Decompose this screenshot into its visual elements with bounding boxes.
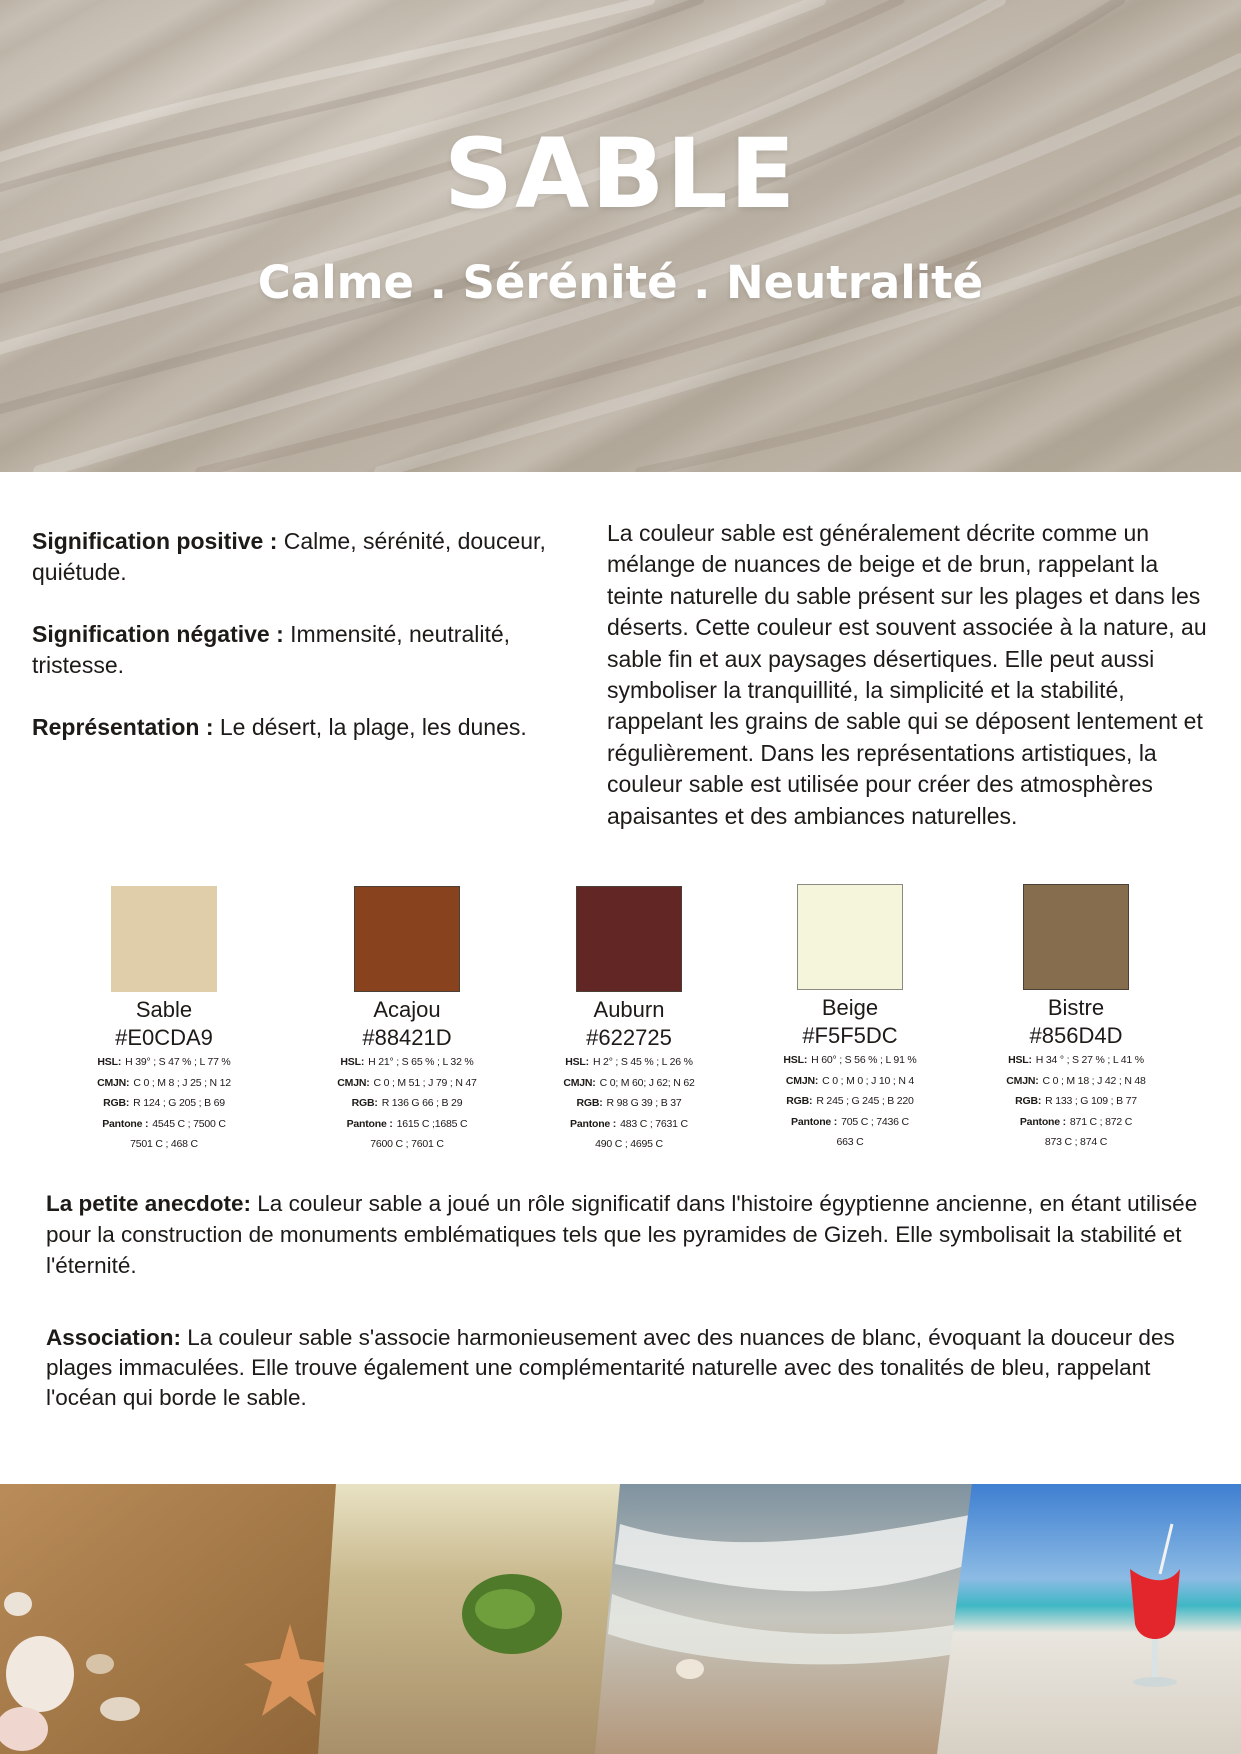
swatch-hsl [976, 1050, 1176, 1071]
rgb-value: R 133 ; G 109 ; B 77 [1045, 1095, 1137, 1107]
swatch-cmjn [64, 1073, 264, 1094]
photo-strip [0, 1484, 1241, 1754]
waves-photo [595, 1484, 975, 1754]
hsl-label: HSL: [565, 1056, 589, 1068]
swatch-beige [750, 884, 950, 1153]
pantone-value: 871 C ; 872 C [1069, 1115, 1133, 1128]
swatch-hex: #88421D [362, 1025, 452, 1050]
hsl-value: H 60° ; S 56 % ; L 91 % [811, 1054, 917, 1066]
swatch-cmjn [307, 1073, 507, 1094]
swatch-sable [64, 886, 264, 1155]
pantone-value: 483 C ; 7631 C [620, 1117, 688, 1130]
swatch-name: Acajou [373, 997, 441, 1022]
cmjn-label: CMJN: [785, 1074, 819, 1087]
color-description: La couleur sable est généralement décrite comme un mélange de nuances de beige et de brun, rappelant la teinte naturelle du sable présent sur les plages et dans les déserts. Cette couleur est souvent associée à la nature, au sable fin et aux paysages désertiques. Elle peut aussi symboliser la tranquillité, la simplicité et la stabilité, rappelant les grains de sable qui se déposent lentement et régulièrement. Dans les représentations artistiques, la couleur sable est utilisée pour créer des atmosphères apaisantes et des ambiances naturelles. [607, 520, 1207, 829]
swatch-row [0, 886, 1241, 1166]
swatch-rgb [307, 1093, 507, 1114]
hero-banner [0, 0, 1241, 472]
cmjn-label: CMJN: [337, 1076, 370, 1089]
swatch-rgb [976, 1091, 1176, 1112]
swatch-hsl [750, 1050, 950, 1071]
color-swatch [354, 886, 460, 992]
swatch-name: Beige [821, 995, 879, 1020]
swatch-rgb [750, 1091, 950, 1112]
swatch-cmjn [529, 1073, 729, 1094]
color-swatch [1023, 884, 1129, 990]
swatch-hex: #E0CDA9 [115, 1025, 213, 1050]
rgb-label: RGB: [786, 1095, 813, 1107]
swatch-rgb [529, 1093, 729, 1114]
swatch-hex: #856D4D [1029, 1023, 1123, 1048]
swatch-pantone-2: 873 C ; 874 C [1044, 1136, 1108, 1148]
swatch-hsl [64, 1052, 264, 1073]
hsl-value: H 21° ; S 65 % ; L 32 % [368, 1056, 474, 1068]
pantone-label: Pantone : [570, 1117, 617, 1130]
swatch-hsl [307, 1052, 507, 1073]
positive-meaning [32, 526, 592, 588]
association-paragraph [46, 1323, 1226, 1413]
pantone-value: 4545 C ; 7500 C [152, 1117, 226, 1130]
swatch-bistre [976, 884, 1176, 1153]
association-text: La couleur sable s'associe harmonieusement avec des nuances de blanc, évoquant la douceur des plages immaculées. Elle trouve également une complémentarité naturelle avec des tonalités de bleu, rappelant l'océan qui borde le sable. [46, 1325, 1175, 1410]
color-swatch [576, 886, 682, 992]
cmjn-value: C 0 ; M 51 ; J 79 ; N 47 [373, 1076, 477, 1089]
representation-label: Représentation : [32, 714, 214, 740]
swatch-hex: #622725 [586, 1025, 672, 1050]
swatch-pantone [64, 1114, 264, 1135]
rgb-label: RGB: [103, 1097, 130, 1109]
meanings-section [32, 526, 592, 774]
pantone-value: 705 C ; 7436 C [841, 1115, 909, 1128]
rgb-value: R 245 ; G 245 ; B 220 [816, 1095, 914, 1107]
page-title: SABLE [443, 118, 798, 230]
swatch-cmjn [750, 1071, 950, 1092]
positive-meaning-text: Calme, sérénité, douceur, quiétude. [32, 528, 546, 585]
swatch-pantone-2: 7501 C ; 468 C [130, 1138, 198, 1150]
representation [32, 712, 592, 743]
negative-meaning-text: Immensité, neutralité, tristesse. [32, 621, 511, 678]
swatch-pantone [529, 1114, 729, 1135]
swatch-pantone [307, 1114, 507, 1135]
anecdote-text: La couleur sable a joué un rôle significatif dans l'histoire égyptienne ancienne, en étant utilisée pour la construction de monuments emblématiques tels que les pyramides de Gizeh. Elle symbolisait la stabilité et l'éternité. [46, 1191, 1198, 1278]
swatch-pantone-2: 490 C ; 4695 C [595, 1138, 663, 1150]
swatch-pantone-2: 663 C [836, 1136, 864, 1148]
cmjn-label: CMJN: [563, 1076, 596, 1089]
swatch-name: Bistre [1047, 995, 1105, 1020]
pantone-value: 1615 C ;1685 C [396, 1117, 468, 1130]
rgb-value: R 124 ; G 205 ; B 69 [133, 1097, 225, 1109]
leaf-photo [318, 1484, 625, 1754]
swatch-pantone [976, 1112, 1176, 1133]
swatch-pantone-2: 7600 C ; 7601 C [370, 1138, 444, 1150]
color-swatch [797, 884, 903, 990]
swatch-cmjn [976, 1071, 1176, 1092]
rgb-label: RGB: [351, 1097, 378, 1109]
cocktail-photo [937, 1484, 1241, 1754]
hsl-value: H 39° ; S 47 % ; L 77 % [125, 1056, 231, 1068]
sand-texture-image [0, 0, 1241, 472]
hsl-value: H 2° ; S 45 % ; L 26 % [592, 1056, 693, 1068]
pantone-label: Pantone : [791, 1115, 838, 1128]
cmjn-value: C 0 ; M 18 ; J 42 ; N 48 [1042, 1074, 1146, 1087]
positive-meaning-label: Signification positive : [32, 528, 278, 554]
cmjn-label: CMJN: [97, 1076, 130, 1089]
hsl-label: HSL: [1008, 1054, 1032, 1066]
anecdote-paragraph [46, 1188, 1216, 1281]
rgb-label: RGB: [576, 1097, 603, 1109]
beach-photo-collage [0, 1484, 1241, 1754]
swatch-pantone [750, 1112, 950, 1133]
rgb-value: R 136 G 66 ; B 29 [381, 1097, 463, 1109]
swatch-hex: #F5F5DC [802, 1023, 898, 1048]
anecdote-label: La petite anecdote: [46, 1191, 252, 1216]
hsl-label: HSL: [783, 1054, 808, 1066]
hsl-value: H 34 ° ; S 27 % ; L 41 % [1035, 1054, 1144, 1066]
rgb-value: R 98 G 39 ; B 37 [606, 1097, 682, 1109]
swatch-name: Sable [135, 997, 193, 1022]
page-subtitle: Calme . Sérénité . Neutralité [257, 256, 984, 309]
swatch-name: Auburn [593, 997, 665, 1022]
rgb-label: RGB: [1015, 1095, 1042, 1107]
cmjn-value: C 0; M 60; J 62; N 62 [599, 1076, 695, 1089]
swatch-acajou [307, 886, 507, 1155]
cmjn-label: CMJN: [1006, 1074, 1039, 1087]
pantone-label: Pantone : [346, 1117, 393, 1130]
shells-photo [0, 1484, 340, 1754]
cmjn-value: C 0 ; M 0 ; J 10 ; N 4 [822, 1074, 915, 1087]
association-label: Association: [46, 1325, 182, 1350]
hsl-label: HSL: [97, 1056, 122, 1068]
negative-meaning [32, 619, 592, 681]
hsl-label: HSL: [340, 1056, 365, 1068]
cmjn-value: C 0 ; M 8 ; J 25 ; N 12 [133, 1076, 231, 1089]
swatch-rgb [64, 1093, 264, 1114]
negative-meaning-label: Signification négative : [32, 621, 284, 647]
color-swatch [111, 886, 217, 992]
pantone-label: Pantone : [1019, 1115, 1066, 1128]
representation-text: Le désert, la plage, les dunes. [213, 714, 527, 740]
pantone-label: Pantone : [102, 1117, 149, 1130]
swatch-auburn [529, 886, 729, 1155]
swatch-hsl [529, 1052, 729, 1073]
